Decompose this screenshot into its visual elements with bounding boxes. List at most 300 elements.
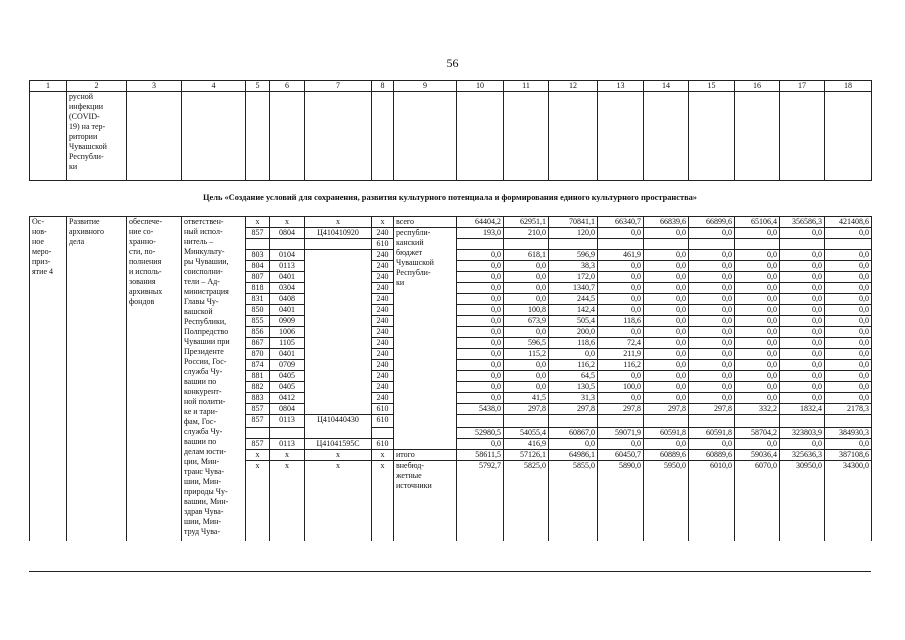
code-section: 0304 — [270, 283, 305, 294]
value-cell: 0,0 — [644, 382, 689, 393]
value-cell: 0,0 — [780, 338, 825, 349]
value-cell: 0,0 — [689, 349, 735, 360]
value-cell: 0,0 — [735, 228, 780, 239]
text-line: и исполь- — [129, 267, 162, 276]
value-cell: 6070,0 — [735, 461, 780, 541]
value-cell: 0,0 — [735, 371, 780, 382]
value-cell: 0,0 — [689, 228, 735, 239]
code-gr: 874 — [246, 360, 270, 371]
source-republic-label — [396, 228, 454, 288]
executors-cell — [182, 217, 246, 541]
value-cell: 0,0 — [457, 371, 504, 382]
value-cell — [735, 415, 780, 428]
value-cell: 0,0 — [644, 393, 689, 404]
text-line: 19) на тер- — [69, 122, 106, 131]
value-cell: 59071,9 — [598, 428, 644, 439]
value-cell: 618,1 — [504, 250, 549, 261]
code-expense-type: x — [372, 450, 394, 461]
value-cell: 0,0 — [689, 305, 735, 316]
code-target-item — [305, 316, 372, 327]
value-cell: 100,8 — [504, 305, 549, 316]
text-line: инфекции — [69, 102, 104, 111]
value-cell: 34300,0 — [825, 461, 872, 541]
code-gr: 857 — [246, 439, 270, 450]
code-expense-type: x — [372, 461, 394, 541]
value-cell: 0,0 — [735, 294, 780, 305]
value-cell: 244,5 — [549, 294, 598, 305]
value-cell — [689, 239, 735, 250]
value-cell: 0,0 — [825, 439, 872, 450]
code-section: 0804 — [270, 404, 305, 415]
text-line: ной полити- — [184, 397, 226, 406]
value-cell: 1832,4 — [780, 404, 825, 415]
value-cell: 60867,0 — [549, 428, 598, 439]
value-cell: 0,0 — [457, 393, 504, 404]
value-cell: 384930,3 — [825, 428, 872, 439]
code-expense-type: 240 — [372, 316, 394, 327]
value-cell: 0,0 — [689, 294, 735, 305]
value-cell: 1340,7 — [549, 283, 598, 294]
goal-heading: Цель «Создание условий для сохранения, развития культурного потенциала и формирования единого культурного пространства» — [203, 193, 697, 202]
page-number: 56 — [446, 56, 459, 70]
value-cell: 115,2 — [504, 349, 549, 360]
text-line: Чувашской — [396, 258, 434, 267]
code-section: 0401 — [270, 349, 305, 360]
code-gr: x — [246, 217, 270, 228]
value-cell: 0,0 — [598, 272, 644, 283]
value-cell: 58611,5 — [457, 450, 504, 461]
value-cell: 0,0 — [689, 316, 735, 327]
value-cell: 0,0 — [457, 250, 504, 261]
text-line: Республики, — [184, 317, 227, 326]
code-gr: 882 — [246, 382, 270, 393]
code-gr: x — [246, 461, 270, 541]
text-line: вашии по — [184, 377, 217, 386]
column-number: 8 — [372, 81, 394, 92]
text-line: ный испол- — [184, 227, 223, 236]
text-line: конкурент- — [184, 387, 222, 396]
value-cell: 0,0 — [457, 283, 504, 294]
column-number: 14 — [644, 81, 689, 92]
value-cell: 0,0 — [689, 338, 735, 349]
text-line: ответствен- — [184, 217, 224, 226]
value-cell: 0,0 — [825, 360, 872, 371]
value-cell: 505,4 — [549, 316, 598, 327]
code-gr: 804 — [246, 261, 270, 272]
column-number: 10 — [457, 81, 504, 92]
text-line: (COVID- — [69, 112, 100, 121]
value-cell: 0,0 — [644, 316, 689, 327]
value-cell: 5950,0 — [644, 461, 689, 541]
text-line: Ос- — [32, 217, 44, 226]
value-cell — [780, 239, 825, 250]
value-cell: 0,0 — [457, 261, 504, 272]
code-target-item — [305, 404, 372, 415]
purpose-text — [129, 217, 179, 307]
code-target-item — [305, 272, 372, 283]
value-cell: 0,0 — [735, 272, 780, 283]
value-cell: 0,0 — [689, 439, 735, 450]
code-expense-type: 240 — [372, 228, 394, 239]
value-cell: 60591,8 — [689, 428, 735, 439]
value-cell: 5825,0 — [504, 461, 549, 541]
value-cell: 0,0 — [780, 261, 825, 272]
value-cell: 0,0 — [735, 283, 780, 294]
value-cell — [735, 239, 780, 250]
code-target-item — [305, 382, 372, 393]
value-cell: 118,6 — [598, 316, 644, 327]
code-section: x — [270, 461, 305, 541]
text-line: Развитие — [69, 217, 100, 226]
text-line: Президенте — [184, 347, 224, 356]
value-cell: 0,0 — [549, 439, 598, 450]
value-cell: 0,0 — [825, 283, 872, 294]
value-cell — [549, 239, 598, 250]
code-target-item — [305, 239, 372, 250]
value-cell: 0,0 — [504, 261, 549, 272]
code-expense-type: x — [372, 217, 394, 228]
value-cell: 210,0 — [504, 228, 549, 239]
value-cell: 0,0 — [644, 305, 689, 316]
column-number: 3 — [127, 81, 182, 92]
value-cell: 2178,3 — [825, 404, 872, 415]
code-expense-type: 610 — [372, 404, 394, 415]
value-cell: 0,0 — [504, 382, 549, 393]
value-cell: 60889,6 — [689, 450, 735, 461]
value-cell: 116,2 — [549, 360, 598, 371]
value-cell: 0,0 — [735, 382, 780, 393]
value-cell: 0,0 — [735, 349, 780, 360]
column-number: 5 — [246, 81, 270, 92]
value-cell: 297,8 — [644, 404, 689, 415]
activity-cell — [30, 217, 67, 541]
value-cell: 41,5 — [504, 393, 549, 404]
value-cell: 0,0 — [825, 349, 872, 360]
value-cell: 0,0 — [825, 327, 872, 338]
code-gr: 818 — [246, 283, 270, 294]
value-cell: 5855,0 — [549, 461, 598, 541]
text-line: ритории — [69, 132, 98, 141]
code-expense-type: 240 — [372, 294, 394, 305]
value-cell: 5890,0 — [598, 461, 644, 541]
value-cell: 0,0 — [780, 439, 825, 450]
text-line: природы Чу- — [184, 487, 228, 496]
value-cell: 38,3 — [549, 261, 598, 272]
value-cell: 0,0 — [457, 272, 504, 283]
text-line: Чувашии при — [184, 337, 230, 346]
code-target-item — [305, 349, 372, 360]
value-cell: 57126,1 — [504, 450, 549, 461]
code-section — [270, 239, 305, 250]
value-cell: 0,0 — [644, 228, 689, 239]
value-cell: 297,8 — [689, 404, 735, 415]
code-gr: 857 — [246, 415, 270, 428]
value-cell: 0,0 — [825, 316, 872, 327]
code-section: 0104 — [270, 250, 305, 261]
code-expense-type: 240 — [372, 305, 394, 316]
value-cell: 0,0 — [644, 439, 689, 450]
value-cell: 193,0 — [457, 228, 504, 239]
value-cell: 0,0 — [504, 272, 549, 283]
value-cell: 0,0 — [825, 272, 872, 283]
value-cell: 0,0 — [457, 439, 504, 450]
code-target-item: Ц410440430 — [305, 415, 372, 428]
code-section: 0405 — [270, 371, 305, 382]
text-line: Главы Чу- — [184, 297, 219, 306]
value-cell: 297,8 — [504, 404, 549, 415]
value-cell: 673,9 — [504, 316, 549, 327]
code-target-item — [305, 327, 372, 338]
code-gr: 867 — [246, 338, 270, 349]
value-cell: 0,0 — [457, 349, 504, 360]
code-section: 1006 — [270, 327, 305, 338]
activity-name-cell — [67, 217, 127, 541]
value-cell: 5438,0 — [457, 404, 504, 415]
value-cell: 0,0 — [780, 228, 825, 239]
code-expense-type: 240 — [372, 360, 394, 371]
code-gr: x — [246, 450, 270, 461]
value-cell: 0,0 — [825, 305, 872, 316]
text-line: нов- — [32, 227, 47, 236]
text-line: служба Чу- — [184, 367, 223, 376]
code-gr: 870 — [246, 349, 270, 360]
code-target-item — [305, 338, 372, 349]
value-cell: 461,9 — [598, 250, 644, 261]
value-cell — [457, 239, 504, 250]
column-number: 6 — [270, 81, 305, 92]
value-cell: 0,0 — [457, 294, 504, 305]
code-gr: 856 — [246, 327, 270, 338]
value-cell — [598, 415, 644, 428]
column-number: 4 — [182, 81, 246, 92]
value-cell: 0,0 — [689, 393, 735, 404]
source-itogo-label: итого — [396, 450, 415, 459]
value-cell: 100,0 — [598, 382, 644, 393]
code-expense-type: 610 — [372, 439, 394, 450]
value-cell: 0,0 — [735, 327, 780, 338]
value-cell: 323803,9 — [780, 428, 825, 439]
code-target-item: x — [305, 217, 372, 228]
value-cell: 116,2 — [598, 360, 644, 371]
value-cell: 200,0 — [549, 327, 598, 338]
value-cell: 6010,0 — [689, 461, 735, 541]
code-gr: 807 — [246, 272, 270, 283]
value-cell: 0,0 — [689, 360, 735, 371]
value-cell: 0,0 — [644, 272, 689, 283]
value-cell — [504, 415, 549, 428]
purpose-cell — [127, 217, 182, 541]
value-cell — [689, 415, 735, 428]
text-line: архивных — [129, 287, 163, 296]
value-cell: 0,0 — [689, 272, 735, 283]
text-line: тели – Ад- — [184, 277, 220, 286]
text-line: вашии, Мин- — [184, 497, 229, 506]
value-cell: 0,0 — [825, 382, 872, 393]
value-cell — [825, 415, 872, 428]
value-cell: 0,0 — [780, 316, 825, 327]
text-line: обеспече- — [129, 217, 163, 226]
code-section: 0412 — [270, 393, 305, 404]
text-line: соисполни- — [184, 267, 223, 276]
value-cell: 62951,1 — [504, 217, 549, 228]
source-cell — [394, 450, 457, 461]
code-expense-type — [372, 428, 394, 439]
code-section: 1105 — [270, 338, 305, 349]
code-gr: 831 — [246, 294, 270, 305]
text-line: хранно- — [129, 237, 156, 246]
text-line: ке и тари- — [184, 407, 218, 416]
code-expense-type: 240 — [372, 371, 394, 382]
text-line: архивного — [69, 227, 104, 236]
value-cell: 0,0 — [644, 360, 689, 371]
code-section: 0709 — [270, 360, 305, 371]
text-line: Республи- — [69, 152, 104, 161]
text-line: дела — [69, 237, 85, 246]
code-section — [270, 428, 305, 439]
text-line: ятие 4 — [32, 267, 54, 276]
text-line: транс Чува- — [184, 467, 225, 476]
text-line: полнения — [129, 257, 162, 266]
source-cell — [394, 228, 457, 450]
value-cell: 5792,7 — [457, 461, 504, 541]
value-cell: 0,0 — [735, 393, 780, 404]
value-cell: 60450,7 — [598, 450, 644, 461]
code-section: 0405 — [270, 382, 305, 393]
source-total-label: всего — [396, 217, 415, 226]
code-target-item — [305, 360, 372, 371]
text-line: внебюд- — [396, 461, 424, 470]
code-gr: 850 — [246, 305, 270, 316]
value-cell: 0,0 — [825, 261, 872, 272]
code-expense-type: 240 — [372, 349, 394, 360]
text-line: служба Чу- — [184, 427, 223, 436]
value-cell: 65106,4 — [735, 217, 780, 228]
code-gr: 881 — [246, 371, 270, 382]
value-cell: 0,0 — [780, 360, 825, 371]
value-cell: 58704,2 — [735, 428, 780, 439]
value-cell: 120,0 — [549, 228, 598, 239]
value-cell: 64404,2 — [457, 217, 504, 228]
value-cell: 421408,6 — [825, 217, 872, 228]
code-target-item — [305, 261, 372, 272]
value-cell: 0,0 — [735, 305, 780, 316]
value-cell: 66340,7 — [598, 217, 644, 228]
value-cell: 0,0 — [644, 338, 689, 349]
value-cell: 60591,8 — [644, 428, 689, 439]
code-section: 0408 — [270, 294, 305, 305]
main-table — [29, 216, 872, 541]
value-cell: 0,0 — [689, 261, 735, 272]
code-section: 0909 — [270, 316, 305, 327]
value-cell — [549, 415, 598, 428]
value-cell: 0,0 — [598, 371, 644, 382]
value-cell: 0,0 — [780, 283, 825, 294]
code-gr: 855 — [246, 316, 270, 327]
value-cell: 0,0 — [825, 338, 872, 349]
value-cell: 66899,6 — [689, 217, 735, 228]
code-expense-type: 240 — [372, 382, 394, 393]
text-line: Полпредство — [184, 327, 229, 336]
text-line: ры Чувашии, — [184, 257, 229, 266]
continued-text — [69, 92, 124, 172]
text-line: министрация — [184, 287, 229, 296]
value-cell: 59036,4 — [735, 450, 780, 461]
text-line: нитель – — [184, 237, 214, 246]
code-target-item — [305, 371, 372, 382]
code-expense-type: 240 — [372, 283, 394, 294]
value-cell: 0,0 — [457, 327, 504, 338]
value-cell: 0,0 — [735, 316, 780, 327]
value-cell: 0,0 — [780, 272, 825, 283]
value-cell: 52980,5 — [457, 428, 504, 439]
code-section: 0401 — [270, 272, 305, 283]
value-cell: 0,0 — [457, 305, 504, 316]
value-cell: 596,5 — [504, 338, 549, 349]
table-row — [30, 92, 872, 181]
text-line: Чувашской — [69, 142, 107, 151]
value-cell: 0,0 — [549, 349, 598, 360]
code-section: 0113 — [270, 415, 305, 428]
value-cell: 0,0 — [598, 294, 644, 305]
value-cell: 0,0 — [825, 393, 872, 404]
text-line: шии, Мин- — [184, 517, 222, 526]
code-expense-type: 240 — [372, 272, 394, 283]
value-cell: 0,0 — [825, 250, 872, 261]
value-cell: 0,0 — [689, 283, 735, 294]
column-number: 17 — [780, 81, 825, 92]
value-cell — [504, 239, 549, 250]
value-cell — [598, 239, 644, 250]
value-cell: 0,0 — [735, 439, 780, 450]
value-cell: 297,8 — [549, 404, 598, 415]
value-cell: 0,0 — [504, 327, 549, 338]
code-expense-type: 240 — [372, 393, 394, 404]
value-cell: 0,0 — [825, 371, 872, 382]
value-cell: 0,0 — [504, 360, 549, 371]
value-cell: 70841,1 — [549, 217, 598, 228]
column-number: 12 — [549, 81, 598, 92]
text-line: фондов — [129, 297, 155, 306]
text-line: здрав Чува- — [184, 507, 224, 516]
value-cell: 0,0 — [689, 382, 735, 393]
text-line: жетные — [396, 471, 422, 480]
column-number: 2 — [67, 81, 127, 92]
code-section: 0113 — [270, 261, 305, 272]
top-table — [29, 80, 872, 181]
column-number: 11 — [504, 81, 549, 92]
code-expense-type: 240 — [372, 250, 394, 261]
code-target-item: Ц41041595C — [305, 439, 372, 450]
code-expense-type: 240 — [372, 338, 394, 349]
value-cell: 0,0 — [598, 305, 644, 316]
value-cell: 0,0 — [457, 338, 504, 349]
value-cell: 0,0 — [457, 360, 504, 371]
value-cell — [825, 239, 872, 250]
value-cell: 0,0 — [598, 327, 644, 338]
value-cell: 142,4 — [549, 305, 598, 316]
code-gr — [246, 239, 270, 250]
value-cell: 0,0 — [780, 382, 825, 393]
text-line: шии, Мин- — [184, 477, 222, 486]
column-number: 1 — [30, 81, 67, 92]
value-cell: 0,0 — [504, 371, 549, 382]
text-line: сти, по- — [129, 247, 156, 256]
table-header-row — [30, 81, 872, 92]
text-line: вашии по — [184, 437, 217, 446]
value-cell: 0,0 — [457, 382, 504, 393]
text-line: Республи- — [396, 268, 431, 277]
value-cell: 356586,3 — [780, 217, 825, 228]
